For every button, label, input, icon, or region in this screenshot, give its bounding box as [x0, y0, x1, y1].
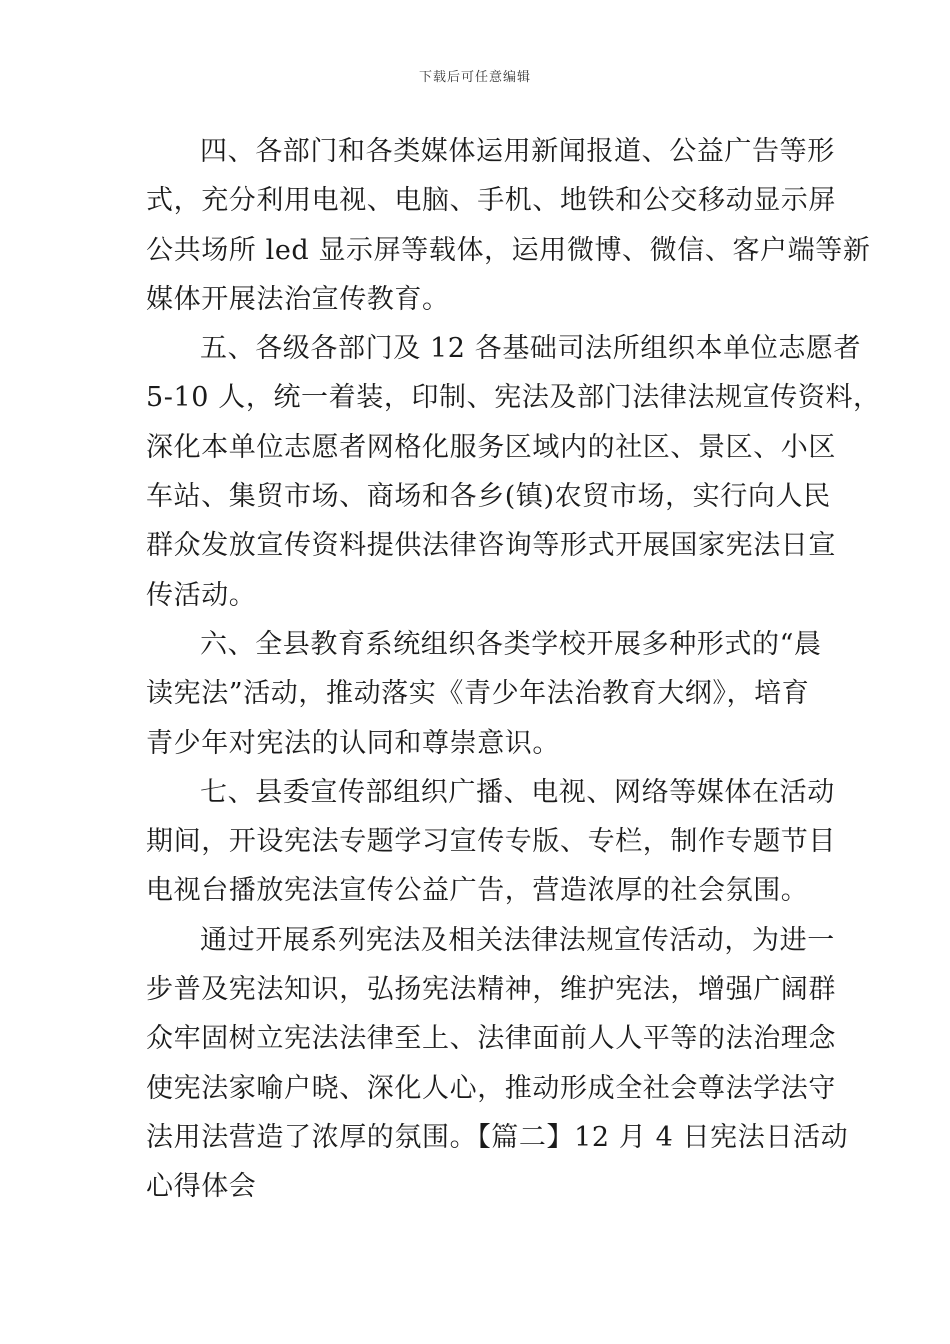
- text-line: 步普及宪法知识，弘扬宪法精神，维护宪法，增强广阔群: [146, 974, 836, 1006]
- paragraph-6: [146, 620, 826, 768]
- text-line: 读宪法”活动，推动落实《青少年法治教育大纲》，培育: [146, 678, 810, 710]
- text-line: 六、全县教育系统组织各类学校开展多种形式的“晨: [200, 628, 822, 660]
- text-line: 四、各部门和各类媒体运用新闻报道、公益广告等形: [200, 136, 835, 167]
- page-header-note: 下载后可任意编辑: [418, 70, 531, 85]
- text-line: 法用法营造了浓厚的氛围。【篇二】12 月 4 日宪法日活动: [146, 1121, 849, 1153]
- text-line: 式，充分利用电视、电脑、手机、地铁和公交移动显示屏: [146, 185, 836, 217]
- text-line: 深化本单位志愿者网格化服务区域内的社区、景区、小区: [146, 431, 836, 463]
- text-line: 五、各级各部门及 12 各基础司法所组织本单位志愿者: [200, 333, 862, 365]
- paragraph-summary: [146, 916, 849, 1212]
- text-line: 众牢固树立宪法法律至上、法律面前人人平等的法治理念: [146, 1023, 836, 1055]
- text-line: 媒体开展法治宣传教育。: [146, 283, 450, 315]
- text-line: 通过开展系列宪法及相关法律法规宣传活动，为进一: [200, 924, 835, 956]
- text-line: 电视台播放宪法宣传公益广告，营造浓厚的社会氛围。: [146, 875, 809, 907]
- text-line: 青少年对宪法的认同和尊崇意识。: [146, 727, 560, 759]
- paragraph-5: [146, 324, 881, 620]
- text-line: 车站、集贸市场、商场和各乡(镇)农贸市场，实行向人民: [146, 481, 831, 513]
- paragraph-7: [146, 768, 836, 916]
- text-line: 心得体会: [146, 1171, 257, 1203]
- text-line: 传活动。: [146, 579, 257, 611]
- document-body: [146, 127, 881, 1212]
- text-line: 期间，开设宪法专题学习宣传专版、专栏，制作专题节目: [146, 826, 836, 858]
- text-line: 5-10 人，统一着装，印制、宪法及部门法律法规宣传资料，: [146, 382, 881, 414]
- text-line: 群众发放宣传资料提供法律咨询等形式开展国家宪法日宣: [146, 530, 836, 562]
- text-line: 七、县委宣传部组织广播、电视、网络等媒体在活动: [200, 776, 835, 808]
- text-line: 使宪法家喻户晓、深化人心，推动形成全社会尊法学法守: [146, 1072, 836, 1104]
- text-line: 公共场所 led 显示屏等载体，运用微博、微信、客户端等新: [146, 234, 871, 266]
- paragraph-4: [146, 127, 871, 324]
